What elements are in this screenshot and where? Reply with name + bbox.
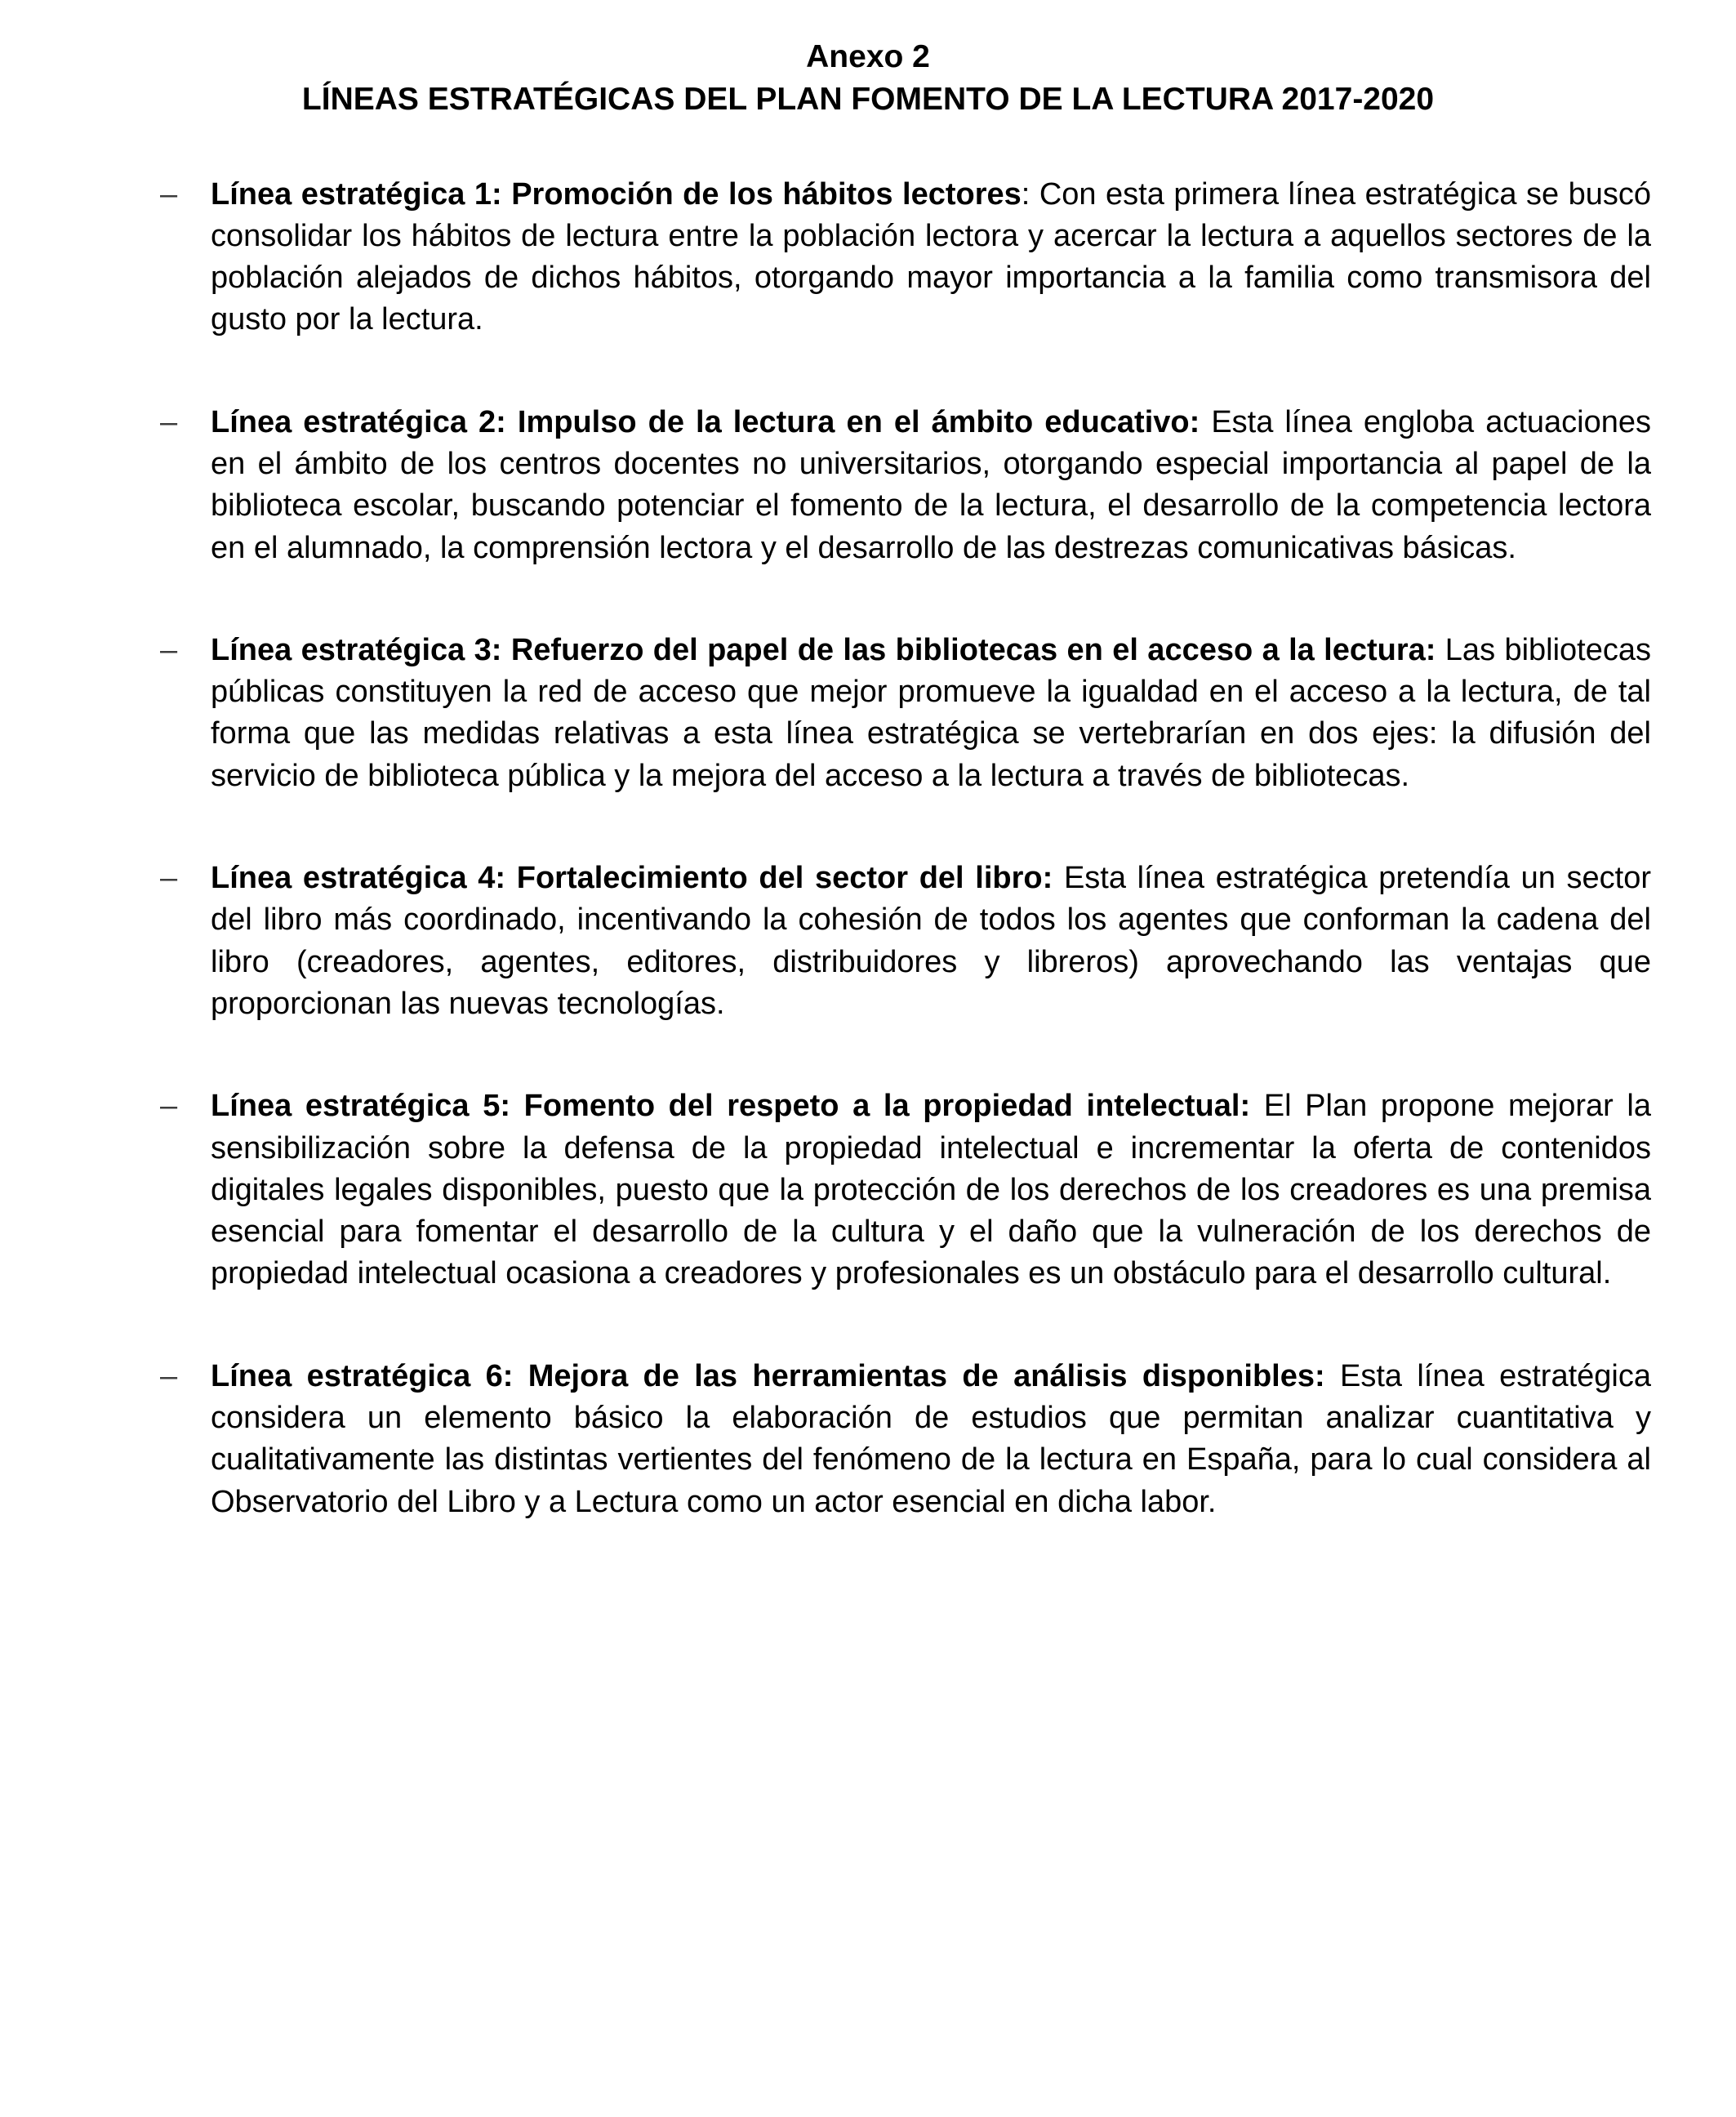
bullet-lead: Línea estratégica 2: Impulso de la lectura en el ámbito educativo: xyxy=(211,404,1200,439)
document-heading xyxy=(85,36,1651,122)
list-item-linea-4 xyxy=(160,858,1651,1025)
list-item-linea-1 xyxy=(160,174,1651,341)
bullet-lead: Línea estratégica 3: Refuerzo del papel de las bibliotecas en el acceso a la lectura: xyxy=(211,632,1436,667)
bullet-paragraph xyxy=(211,1356,1651,1523)
bullet-lead: Línea estratégica 1: Promoción de los hábitos lectores xyxy=(211,176,1022,212)
bullet-paragraph xyxy=(211,402,1651,569)
heading-main-title: LÍNEAS ESTRATÉGICAS DEL PLAN FOMENTO DE LA LECTURA 2017-2020 xyxy=(301,82,1435,118)
bullet-body: Las bibliotecas públicas constituyen la red de acceso que mejor promueve la igualdad en el acceso a la lectura, de tal forma que las medidas relativas a esta línea estratégica se vertebrarían en dos ejes: la difusión del servicio de biblioteca pública y la mejora del acceso a la lectura a través de bibliotecas. xyxy=(211,632,1652,793)
bullet-dash-icon: – xyxy=(160,632,178,667)
bullet-dash-icon: – xyxy=(160,404,178,439)
list-item-linea-5 xyxy=(160,1085,1651,1295)
bullet-dash-icon: – xyxy=(160,1358,178,1393)
bullet-lead: Línea estratégica 4: Fortalecimiento del sector del libro: xyxy=(211,861,1053,896)
bullet-body: : Con esta primera línea estratégica se buscó consolidar los hábitos de lectura entre la población lectora y acercar la lectura a aquellos sectores de la población alejados de dichos hábitos, otorgando mayor importancia a la familia como transmisora del gusto por la lectura. xyxy=(211,176,1651,337)
list-item-linea-3 xyxy=(160,630,1651,797)
bullet-paragraph xyxy=(211,174,1651,341)
bullet-paragraph xyxy=(211,1085,1651,1295)
bullet-lead: Línea estratégica 5: Fomento del respeto a la propiedad intelectual: xyxy=(211,1089,1251,1124)
list-item-linea-6 xyxy=(160,1356,1651,1523)
heading-annex-title: Anexo 2 xyxy=(806,39,930,74)
bullet-body: Esta línea engloba actuaciones en el ámbito de los centros docentes no universitarios, otorgando especial importancia al papel de la biblioteca escolar, buscando potenciar el fomento de la lectura, el desarrollo de la competencia lectora en el alumnado, la comprensión lectora y el desarrollo de las destrezas comunicativas básicas. xyxy=(211,404,1651,565)
bullet-paragraph xyxy=(211,858,1651,1025)
strategic-lines-list xyxy=(160,174,1651,1523)
bullet-body: El Plan propone mejorar la sensibilización sobre la defensa de la propiedad intelectual e incrementar la oferta de contenidos digitales legales disponibles, puesto que la protección de los derechos de los creadores es una premisa esencial para fomentar el desarrollo de la cultura y el daño que la vulneración de los derechos de propiedad intelectual ocasiona a creadores y profesionales es un obstáculo para el desarrollo cultural. xyxy=(211,1089,1651,1291)
bullet-dash-icon: – xyxy=(160,176,178,212)
bullet-lead: Línea estratégica 6: Mejora de las herramientas de análisis disponibles: xyxy=(211,1358,1325,1393)
bullet-body: Esta línea estratégica pretendía un sector del libro más coordinado, incentivando la cohesión de todos los agentes que conforman la cadena del libro (creadores, agentes, editores, distribuidores y libreros) aprovechando las ventajas que proporcionan las nuevas tecnologías. xyxy=(211,861,1651,1021)
bullet-paragraph xyxy=(211,630,1651,797)
bullet-body: Esta línea estratégica considera un elemento básico la elaboración de estudios que permitan analizar cuantitativa y cualitativamente las distintas vertientes del fenómeno de la lectura en España, para lo cual considera al Observatorio del Libro y a Lectura como un actor esencial en dicha labor. xyxy=(211,1358,1651,1519)
bullet-dash-icon: – xyxy=(160,1089,178,1124)
list-item-linea-2 xyxy=(160,402,1651,569)
bullet-dash-icon: – xyxy=(160,861,178,896)
